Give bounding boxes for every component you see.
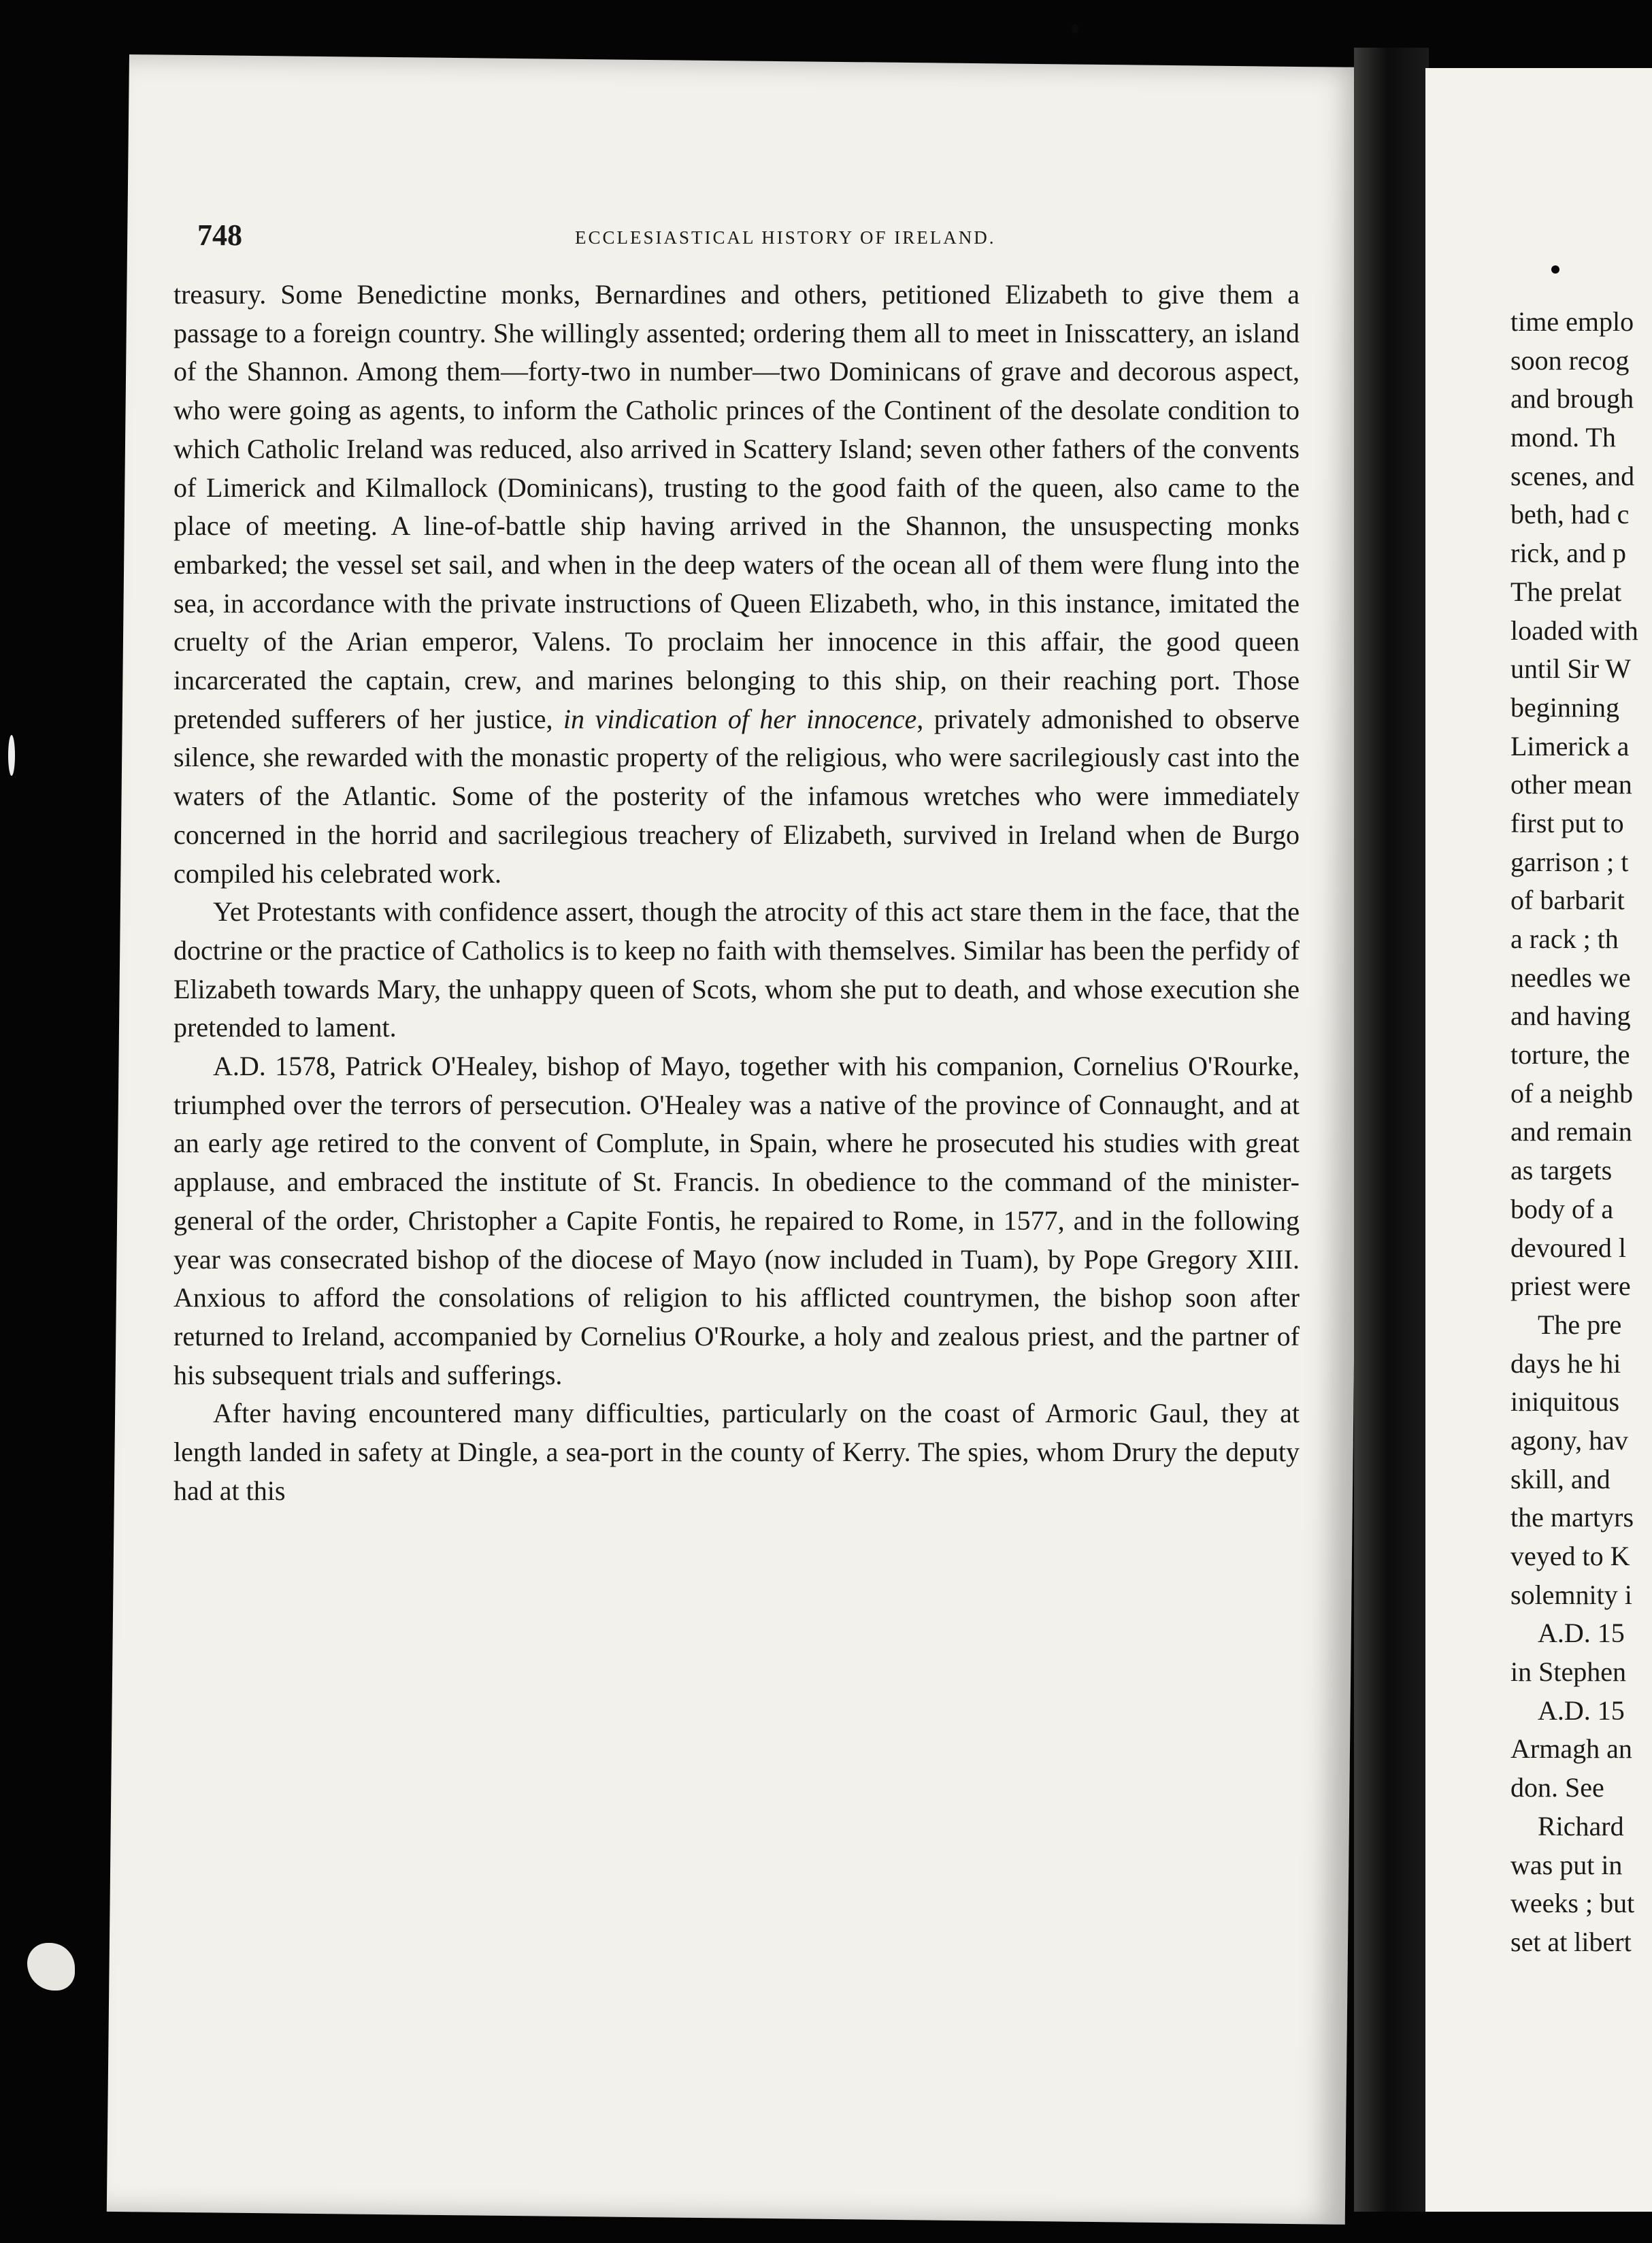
right-page-line: rick, and p xyxy=(1510,538,1626,569)
right-page-line: Armagh an xyxy=(1510,1733,1632,1765)
right-page-line: don. See xyxy=(1510,1772,1604,1803)
right-page xyxy=(1425,68,1652,2212)
right-page-line: Richard xyxy=(1538,1810,1624,1841)
right-page-line: veyed to K xyxy=(1510,1541,1630,1571)
right-page-line: of barbarit xyxy=(1510,885,1625,916)
right-page-line: and remain xyxy=(1510,1116,1632,1147)
right-page-line: The pre xyxy=(1538,1309,1622,1340)
right-page-line: first put to xyxy=(1510,807,1624,838)
right-page-line: the martyrs xyxy=(1510,1502,1634,1533)
right-page-line: a rack ; th xyxy=(1510,923,1619,954)
right-page-line: as targets xyxy=(1510,1155,1613,1186)
right-page-line: until Sir W xyxy=(1510,653,1632,685)
right-page-line: beth, had c xyxy=(1510,499,1630,530)
right-page-line: A.D. 15 xyxy=(1538,1618,1625,1649)
paragraph-3: A.D. 1578, Patrick O'Healey, bishop of Mayo, together with his companion, Cornelius O'Rourke, triumphed over the terrors of persecution. O'Healey was a native of the province of Connaught, and at an early age retired to the convent of Complute, in Spain, where he prosecuted his studies with great applause, and embraced the institute of St. Francis. In obedience to the command of the minister-general of the order, Christopher a Capite Fontis, he repaired to Rome, in 1577, and in the following year was consecrated bishop of the diocese of Mayo (now included in Tuam), by Pope Gregory XIII. Anxious to afford the consolations of religion to his afflicted countrymen, the bishop soon after returned to Ireland, accompanied by Cornelius O'Rourke, a holy and zealous priest, and the partner of his subsequent trials and sufferings. xyxy=(174,1051,1300,1390)
right-page-line: garrison ; t xyxy=(1510,846,1629,877)
right-page-line: priest were xyxy=(1510,1271,1631,1302)
right-page-line: set at libert xyxy=(1510,1926,1632,1957)
right-page-line: other mean xyxy=(1510,769,1632,800)
book-gutter xyxy=(1354,48,1429,2212)
right-page-line: agony, hav xyxy=(1510,1424,1628,1456)
right-page-line: soon recog xyxy=(1510,344,1630,376)
right-page-line: torture, the xyxy=(1510,1039,1630,1070)
paragraph-4: After having encountered many difficulties, particularly on the coast of Armoric Gaul, they at length landed in safety at Dingle, a sea-port in the county of Kerry. The spies, whom Drury the deputy had at this xyxy=(174,1398,1300,1506)
page-header xyxy=(197,218,1055,259)
right-page-line: in Stephen xyxy=(1510,1656,1626,1688)
right-page-line: beginning xyxy=(1510,691,1619,723)
paragraph-1: treasury. Some Benedictine monks, Bernardines and others, petitioned Elizabeth to give them a passage to a foreign country. She willingly assented; ordering them all to meet in Inisscattery, an island of the Shannon. Among them—forty-two in number—two Dominicans of grave and decorous aspect, who were going as agents, to inform the Catholic princes of the Continent of the desolate condition to which Catholic Ireland was reduced, also arrived in Scattery Island; seven other fathers of the convents of Limerick and Kilmallock (Dominicans), trusting to the good faith of the queen, also came to the place of meeting. A line-of-battle ship having arrived in the Shannon, the unsuspecting monks embarked; the vessel set sail, and when in the deep waters of the ocean all of them were flung into the sea, in accordance with the private instructions of Queen Elizabeth, who, in this instance, imitated the cruelty of the Arian emperor, Valens. To proclaim her innocence in this affair, the good queen incarcerated the captain, crew, and marines belonging to this ship, on their reaching port. Those pretended sufferers of her justice, in vindication of her innocence, privately admonished to observe silence, she rewarded with the monastic property of the religious, who were sacrilegiously cast into the waters of the Atlantic. Some of the posterity of the infamous wretches who were immediately concerned in the horrid and sacrilegious treachery of Elizabeth, survived in Ireland when de Burgo compiled his celebrated work. xyxy=(174,279,1300,889)
right-page-line: time emplo xyxy=(1510,306,1634,337)
running-title: ECCLESIASTICAL HISTORY OF IRELAND. xyxy=(575,227,996,248)
right-page-line: of a neighb xyxy=(1510,1077,1633,1109)
right-page-line: needles we xyxy=(1510,962,1631,993)
right-page-line: devoured l xyxy=(1510,1232,1626,1263)
right-page-line: The prelat xyxy=(1510,576,1622,607)
right-page-line: skill, and xyxy=(1510,1463,1610,1494)
right-page-line: solemnity i xyxy=(1510,1579,1632,1610)
right-page-line: mond. Th xyxy=(1510,422,1616,453)
margin-speck xyxy=(1551,265,1559,274)
right-page-line: A.D. 15 xyxy=(1538,1694,1625,1726)
right-page-line: days he hi xyxy=(1510,1347,1621,1379)
right-page-line: and brough xyxy=(1510,383,1634,414)
right-page-line: Limerick a xyxy=(1510,730,1630,762)
right-page-line: was put in xyxy=(1510,1849,1623,1880)
left-page-text xyxy=(174,276,1300,1511)
emphasis-phrase: in vindication of her innocence xyxy=(563,703,917,734)
right-page-line: scenes, and xyxy=(1510,460,1635,491)
paragraph-2: Yet Protestants with confidence assert, though the atrocity of this act stare them in the face, that the doctrine or the practice of Catholics is to keep no faith with themselves. Similar has been the perfidy of Elizabeth towards Mary, the unhappy queen of Scots, whom she put to death, and whose execution she pretended to lament. xyxy=(174,896,1300,1043)
edge-speck xyxy=(8,735,15,776)
margin-speck xyxy=(1072,24,1078,33)
right-page-text xyxy=(1510,303,1652,1962)
page-number: 748 xyxy=(197,218,242,252)
right-page-line: loaded with xyxy=(1510,615,1638,646)
right-page-line: iniquitous xyxy=(1510,1386,1620,1418)
right-page-line: body of a xyxy=(1510,1193,1614,1224)
right-page-line: weeks ; but xyxy=(1510,1888,1635,1919)
right-page-line: and having xyxy=(1510,1000,1631,1032)
paper-blot xyxy=(27,1943,75,1991)
